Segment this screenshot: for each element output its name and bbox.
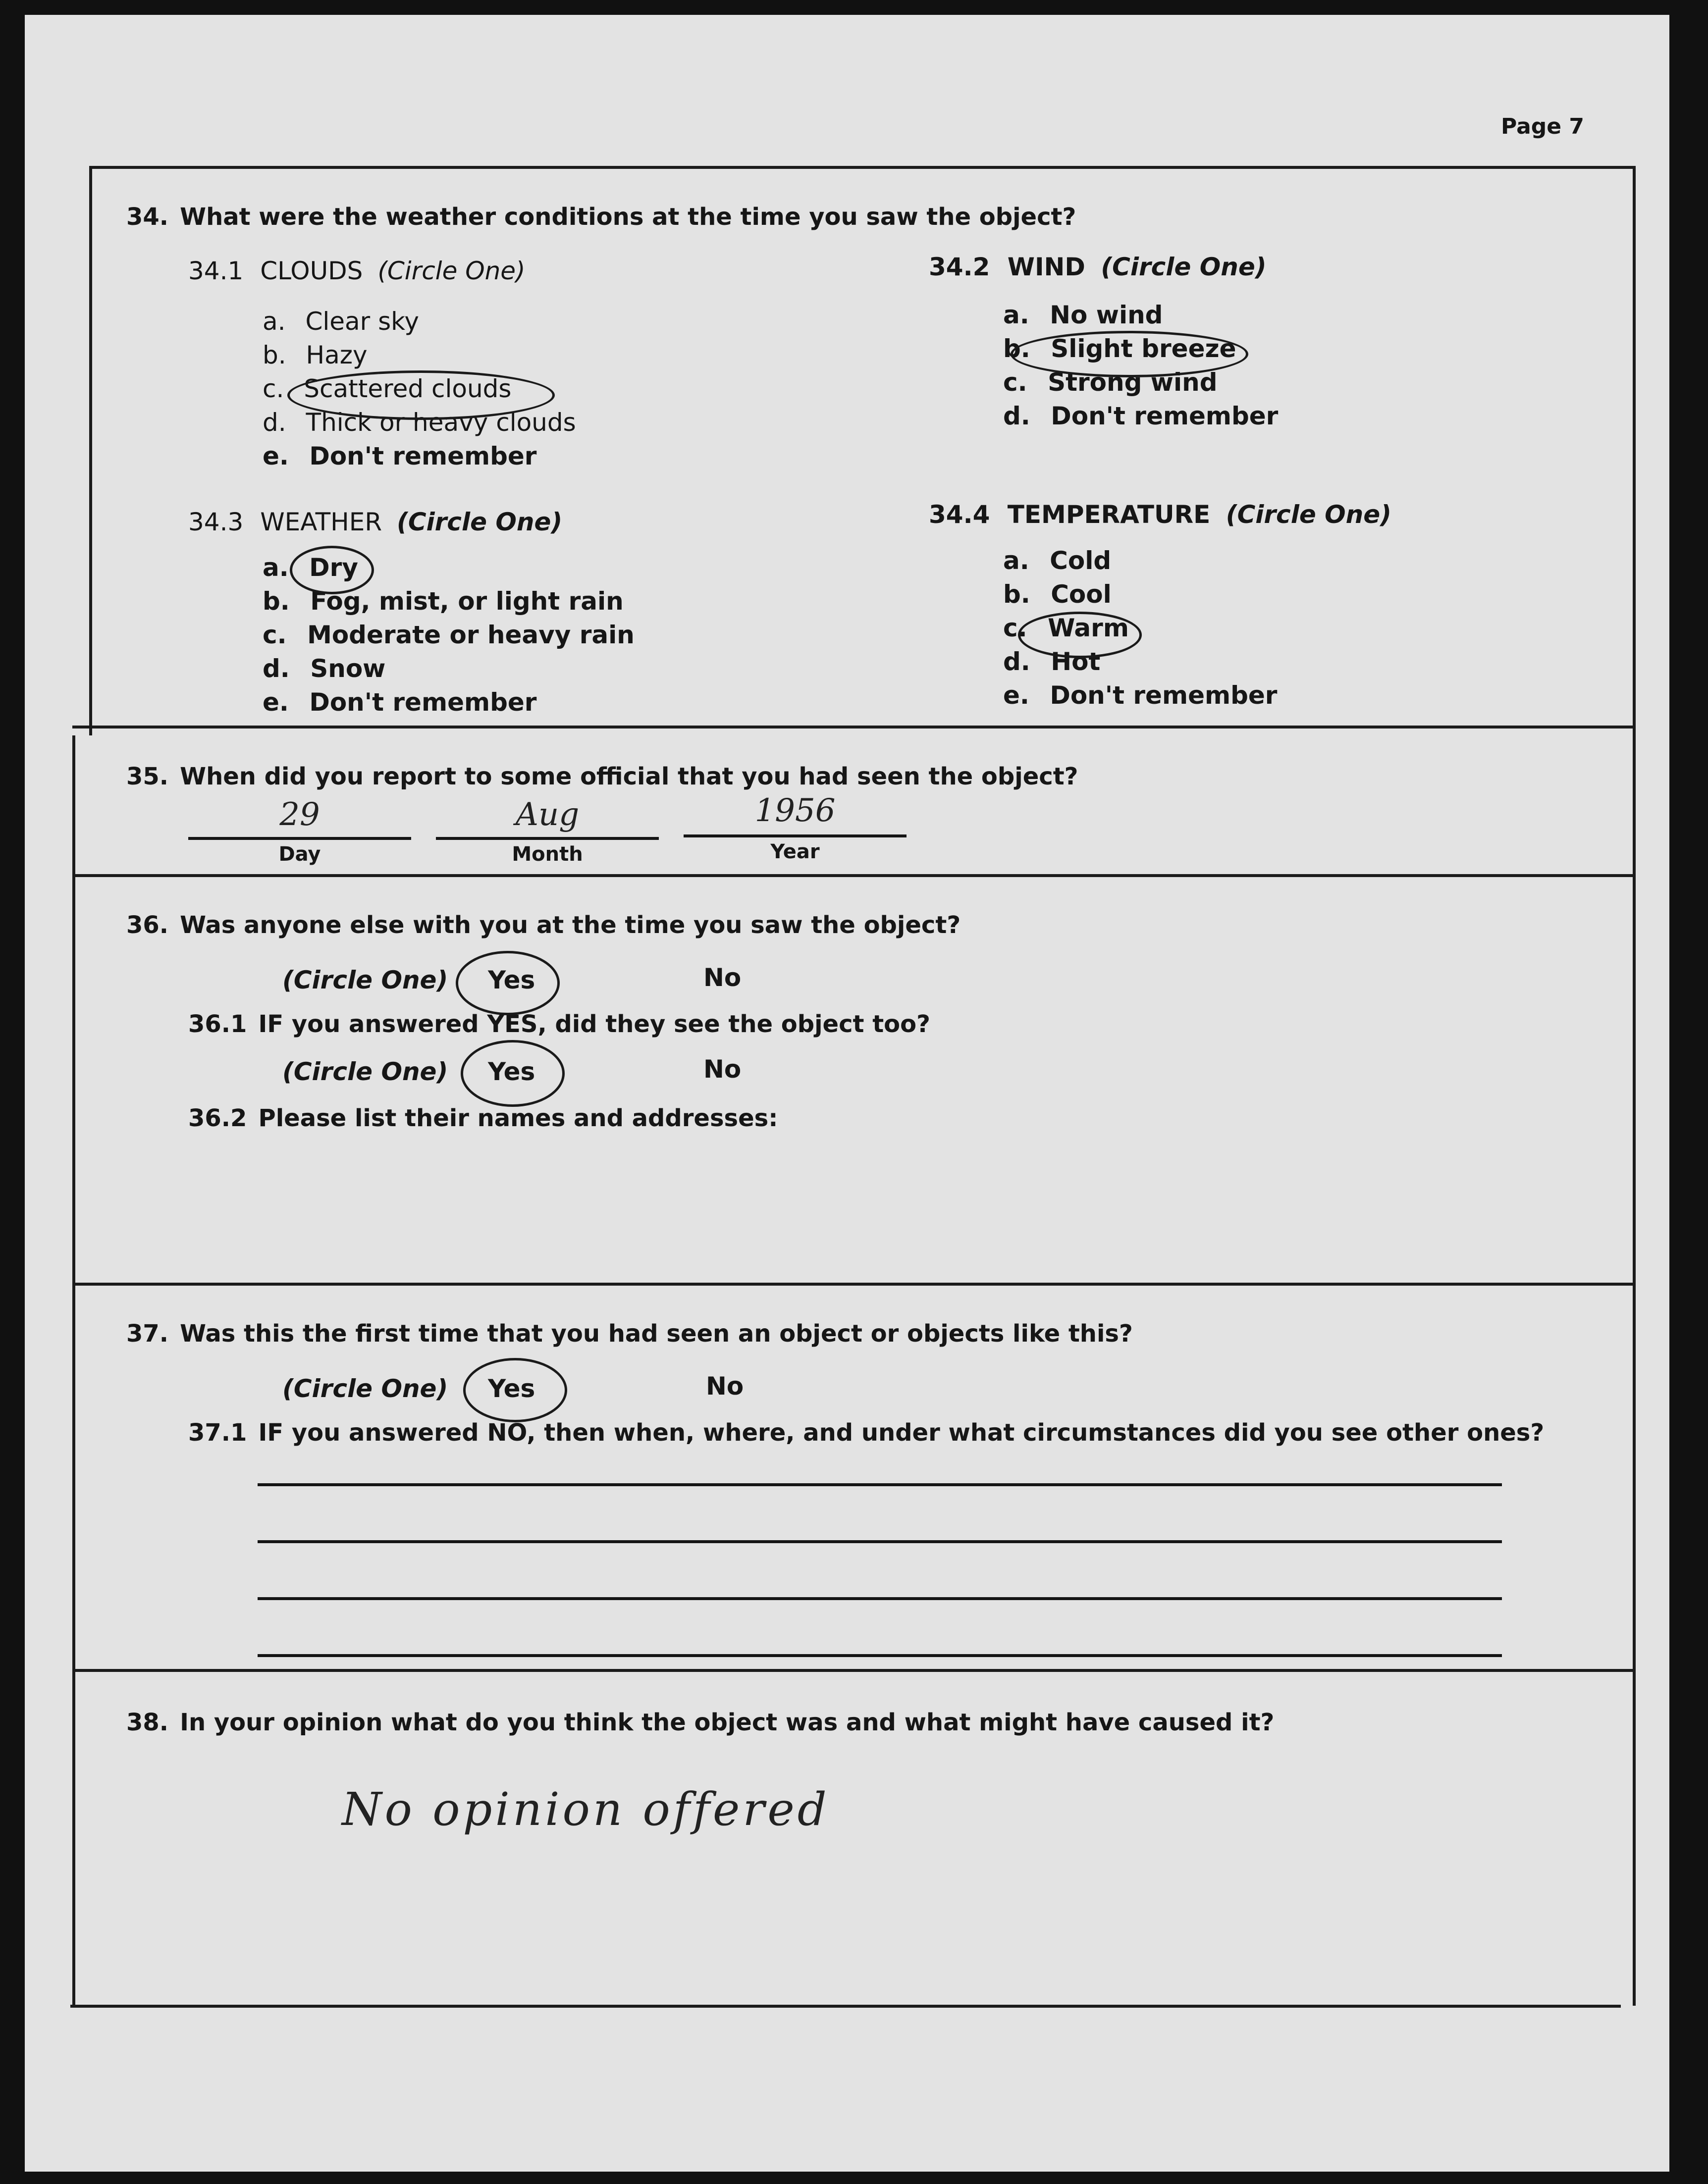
- subquestion-title: WEATHER: [260, 508, 382, 536]
- month-label: Month: [512, 843, 583, 866]
- option-row[interactable]: [263, 338, 576, 372]
- option-text: Hot: [1051, 647, 1101, 676]
- question-text: Was anyone else with you at the time you saw the object?: [180, 911, 961, 939]
- option-text: Hazy: [306, 341, 368, 369]
- frame-bottom: [70, 2005, 1621, 2008]
- question-36: [126, 911, 961, 939]
- temperature-heading: [929, 500, 1391, 529]
- option-row[interactable]: [263, 685, 635, 719]
- instruction: (Circle One): [377, 257, 526, 285]
- instruction: (Circle One): [282, 1374, 448, 1403]
- subquestion-number: 36.1: [188, 1010, 247, 1038]
- no-option[interactable]: No: [703, 963, 742, 992]
- question-35: [126, 763, 1078, 790]
- option-letter: a.: [263, 307, 286, 336]
- answer-circle-icon: [1018, 612, 1142, 658]
- option-row[interactable]: [1003, 298, 1278, 332]
- subquestion-number: 34.1: [188, 257, 244, 285]
- question-38: [126, 1709, 1274, 1736]
- option-letter: c.: [263, 374, 284, 403]
- frame-top: [89, 166, 1634, 169]
- option-row[interactable]: [263, 652, 635, 685]
- question-text: Was this the first time that you had seen an object or objects like this?: [180, 1320, 1133, 1348]
- question-37-1: [188, 1419, 1544, 1447]
- frame-left-upper: [89, 166, 92, 735]
- option-letter: b.: [263, 341, 286, 369]
- option-letter: c.: [1003, 614, 1027, 642]
- subquestion-title: WIND: [1007, 253, 1085, 281]
- option-letter: a.: [1003, 546, 1029, 575]
- instruction: (Circle One): [282, 1057, 448, 1086]
- option-letter: e.: [263, 688, 289, 717]
- answer-circle-icon: [290, 546, 374, 594]
- day-line: [188, 837, 411, 840]
- option-text: Thick or heavy clouds: [306, 408, 576, 437]
- question-36-1: [188, 1010, 930, 1038]
- option-row[interactable]: [263, 618, 635, 652]
- subquestion-title: TEMPERATURE: [1007, 500, 1211, 529]
- answer-line[interactable]: [258, 1540, 1502, 1543]
- option-letter: d.: [263, 654, 290, 683]
- question-text: When did you report to some official that you had seen the object?: [180, 763, 1078, 790]
- instruction: (Circle One): [282, 966, 448, 994]
- question-number: 36.: [126, 911, 169, 939]
- weather-heading: [188, 508, 562, 536]
- subquestion-number: 34.4: [929, 500, 990, 529]
- divider-37: [72, 1283, 1634, 1286]
- option-text: Moderate or heavy rain: [307, 621, 635, 649]
- option-text: Dry: [309, 553, 358, 582]
- page-number: Page 7: [1501, 114, 1585, 139]
- question-text: What were the weather conditions at the time you saw the object?: [180, 203, 1076, 231]
- question-text: In your opinion what do you think the object was and what might have caused it?: [180, 1709, 1275, 1736]
- option-letter: b.: [1003, 580, 1030, 609]
- yes-option[interactable]: Yes: [488, 1057, 535, 1086]
- clouds-heading: [188, 257, 526, 285]
- option-text: Don't remember: [1050, 681, 1278, 710]
- option-text: Warm: [1048, 614, 1129, 642]
- option-row[interactable]: [263, 305, 576, 338]
- divider-35: [72, 726, 1634, 728]
- subquestion-title: CLOUDS: [260, 257, 363, 285]
- question-number: 38.: [126, 1709, 169, 1736]
- option-letter: d.: [263, 408, 286, 437]
- subquestion-number: 36.2: [188, 1104, 247, 1132]
- answer-circle-icon: [287, 370, 555, 420]
- option-text: Clear sky: [305, 307, 419, 336]
- option-row[interactable]: [263, 439, 576, 473]
- subquestion-text: Please list their names and addresses:: [258, 1104, 778, 1132]
- subquestion-text: IF you answered YES, did they see the object too?: [258, 1010, 930, 1038]
- divider-38: [72, 1669, 1634, 1672]
- option-letter: a.: [1003, 301, 1029, 329]
- question-number: 35.: [126, 763, 169, 790]
- instruction: (Circle One): [1226, 500, 1392, 529]
- answer-circle-icon: [456, 951, 560, 1015]
- option-text: No wind: [1050, 301, 1163, 329]
- answer-line[interactable]: [258, 1654, 1502, 1657]
- no-option[interactable]: No: [703, 1055, 742, 1084]
- year-line: [684, 834, 907, 837]
- option-text: Slight breeze: [1051, 334, 1236, 363]
- yes-option[interactable]: Yes: [488, 966, 535, 994]
- option-text: Cold: [1050, 546, 1112, 575]
- month-value[interactable]: Aug: [515, 796, 580, 833]
- question-number: 37.: [126, 1320, 169, 1348]
- month-line: [436, 837, 659, 840]
- option-letter: d.: [1003, 402, 1030, 430]
- wind-heading: [929, 253, 1267, 281]
- yes-option[interactable]: Yes: [488, 1374, 535, 1403]
- day-label: Day: [278, 843, 321, 866]
- option-text: Don't remember: [309, 442, 537, 470]
- option-row[interactable]: [1003, 577, 1277, 611]
- frame-left-lower: [72, 735, 75, 2006]
- answer-line[interactable]: [258, 1483, 1502, 1486]
- option-row[interactable]: [1003, 399, 1278, 433]
- day-value[interactable]: 29: [279, 796, 320, 833]
- no-option[interactable]: No: [706, 1372, 744, 1401]
- question-number: 34.: [126, 203, 169, 231]
- option-row[interactable]: [1003, 678, 1277, 712]
- answer-circle-icon: [461, 1040, 565, 1107]
- option-text: Don't remember: [1051, 402, 1279, 430]
- year-value[interactable]: 1956: [754, 792, 836, 829]
- option-letter: b.: [263, 587, 290, 616]
- question-34: [126, 203, 1076, 231]
- divider-36: [72, 874, 1634, 877]
- option-letter: e.: [1003, 681, 1029, 710]
- subquestion-number: 34.2: [929, 253, 990, 281]
- option-text: Don't remember: [309, 688, 537, 717]
- option-text: Cool: [1051, 580, 1112, 609]
- option-letter: e.: [263, 442, 289, 470]
- option-text: Strong wind: [1048, 368, 1218, 397]
- option-text: Scattered clouds: [304, 374, 512, 403]
- option-letter: c.: [263, 621, 287, 649]
- handwritten-answer[interactable]: No opinion offered: [342, 1783, 830, 1836]
- subquestion-text: IF you answered NO, then when, where, and under what circumstances did you see other ones?: [258, 1419, 1545, 1447]
- answer-circle-icon: [1011, 331, 1248, 377]
- form-page: [25, 15, 1669, 2172]
- answer-circle-icon: [463, 1358, 567, 1422]
- question-37: [126, 1320, 1133, 1348]
- answer-line[interactable]: [258, 1597, 1502, 1600]
- year-label: Year: [770, 840, 820, 863]
- option-letter: c.: [1003, 368, 1027, 397]
- frame-right: [1633, 166, 1636, 2006]
- option-text: Fog, mist, or light rain: [310, 587, 624, 616]
- option-text: Snow: [310, 654, 386, 683]
- subquestion-number: 37.1: [188, 1419, 247, 1447]
- option-letter: d.: [1003, 647, 1030, 676]
- option-row[interactable]: [1003, 544, 1277, 577]
- instruction: (Circle One): [396, 508, 563, 536]
- option-letter: a.: [263, 553, 289, 582]
- subquestion-number: 34.3: [188, 508, 244, 536]
- instruction: (Circle One): [1101, 253, 1267, 281]
- question-36-2: [188, 1104, 778, 1132]
- option-letter: b.: [1003, 334, 1030, 363]
